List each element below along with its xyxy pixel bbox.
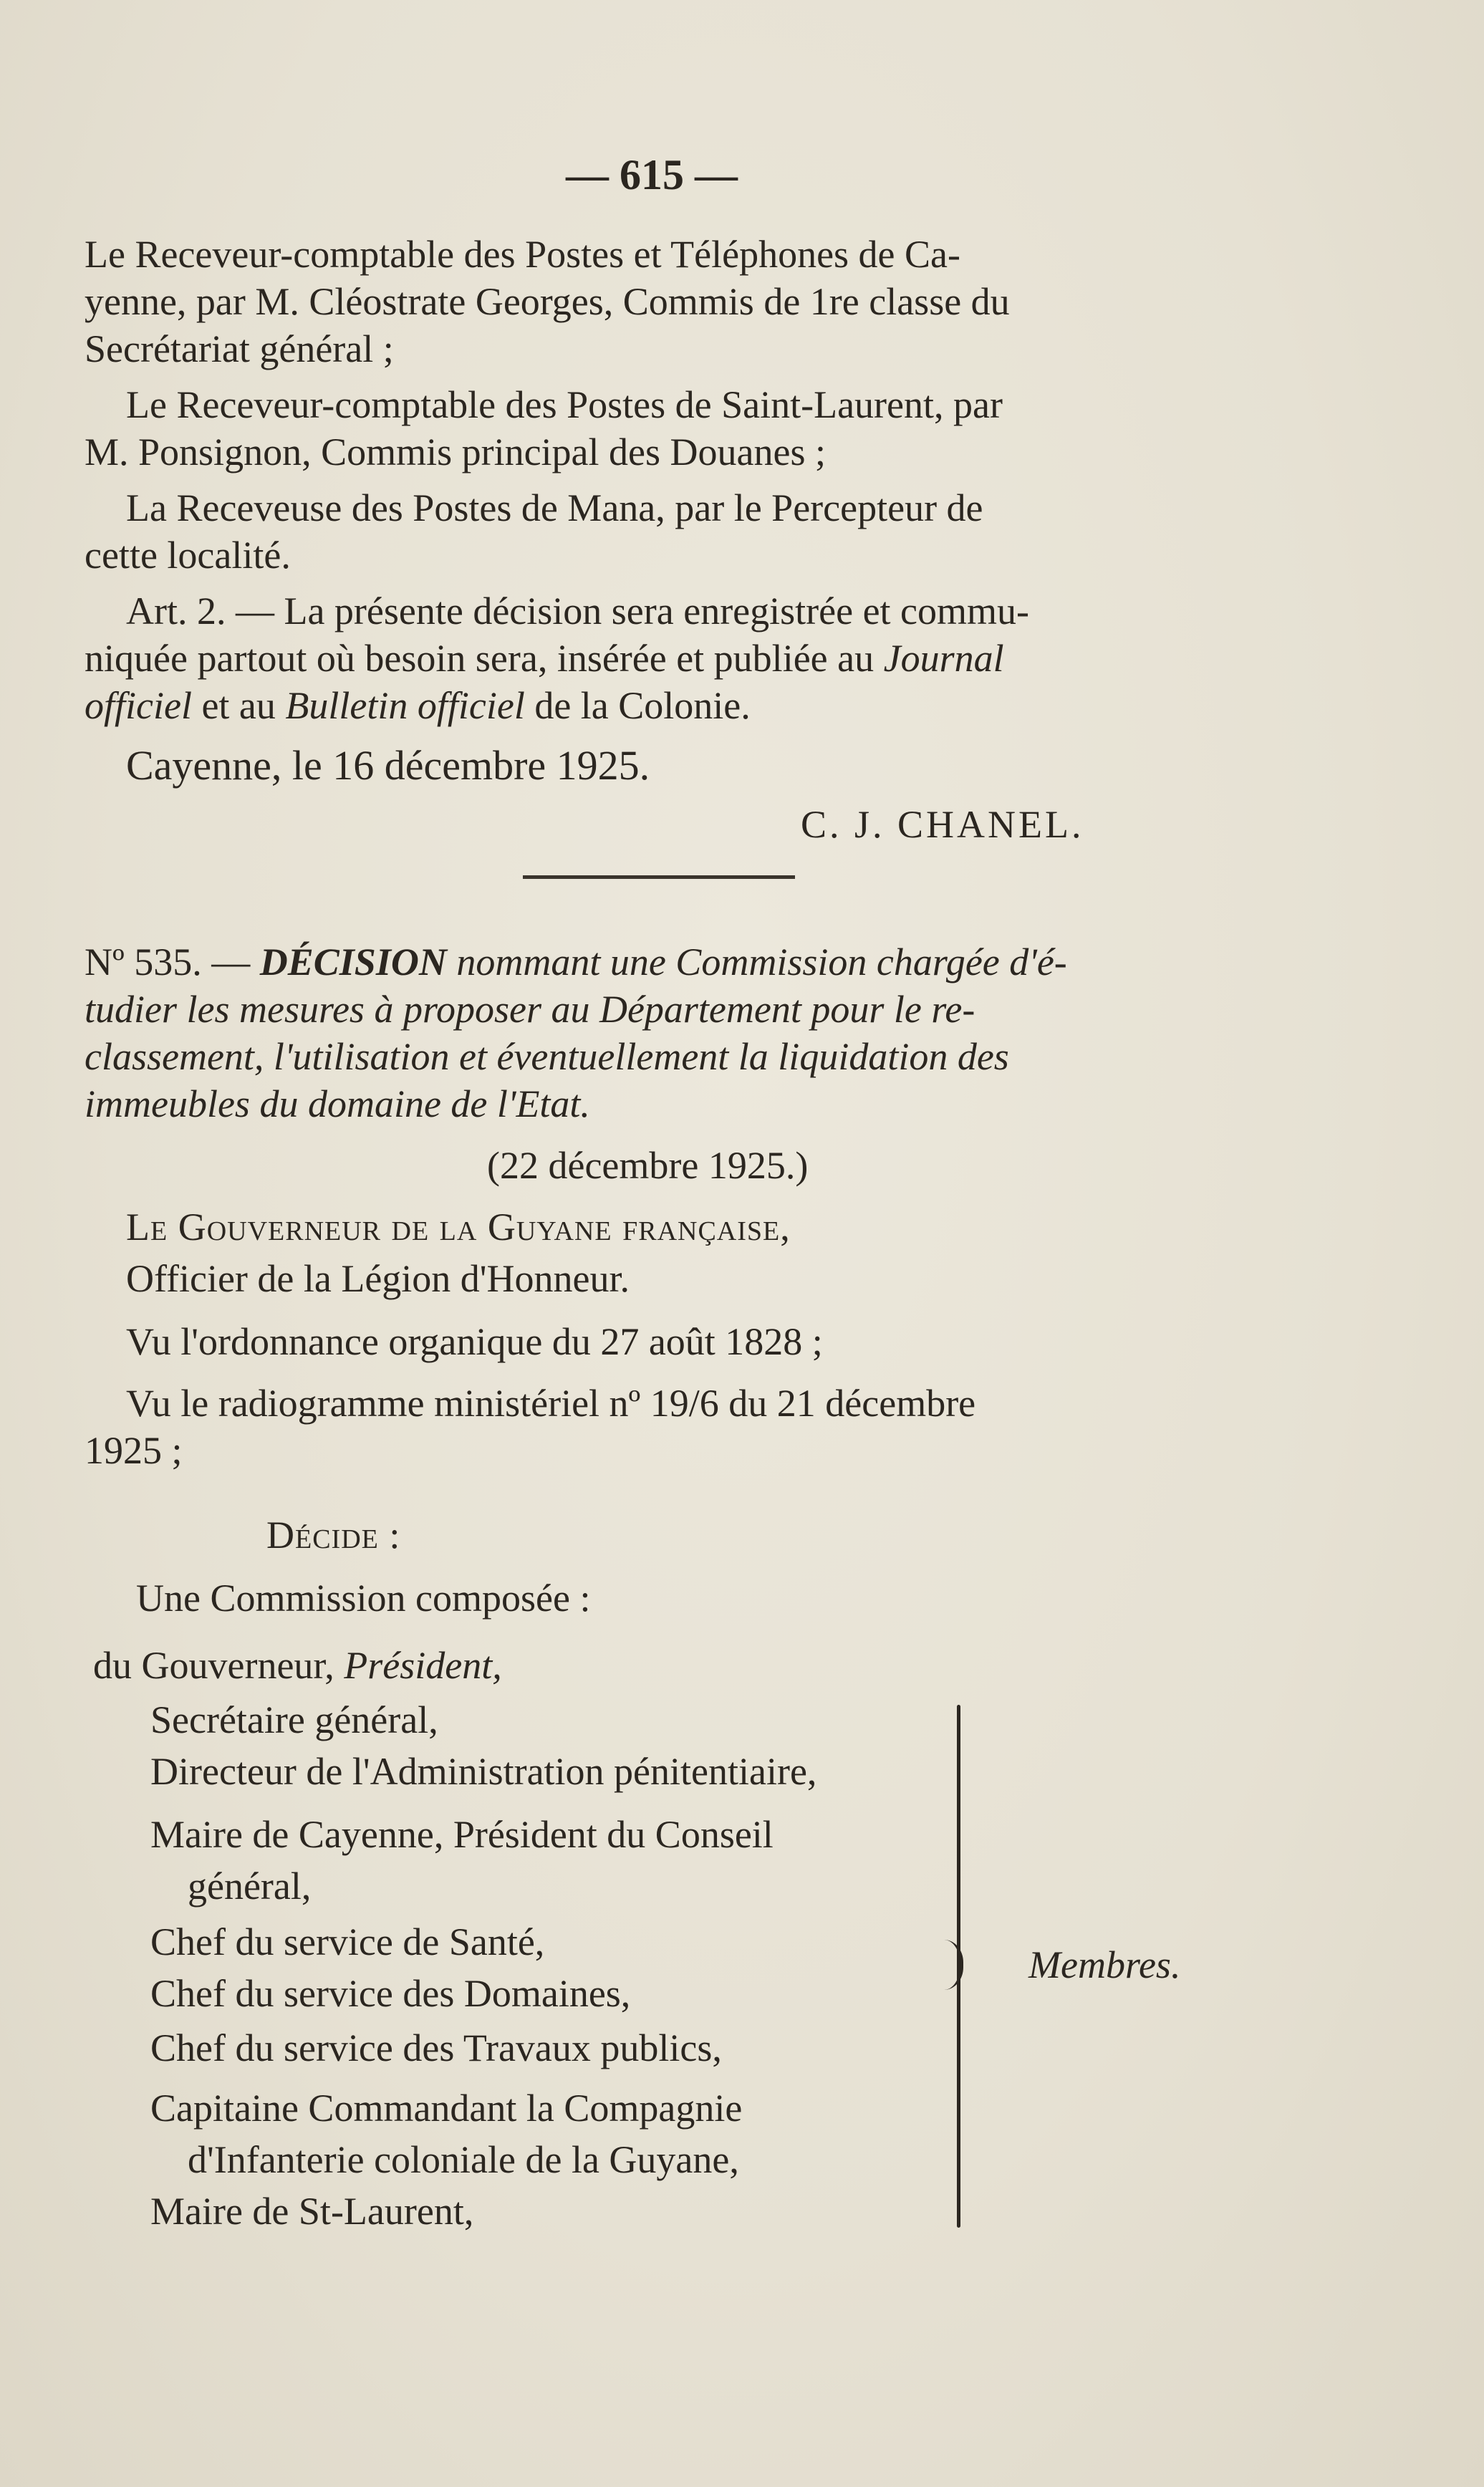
decision-date: (22 décembre 1925.) (487, 1144, 809, 1187)
decision-title-line: immeubles du domaine de l'Etat. (85, 1082, 590, 1125)
member-line: Maire de Cayenne, Président du Conseil (150, 1813, 774, 1856)
officer-line: Officier de la Légion d'Honneur. (126, 1257, 630, 1300)
decision-title: nommant une Commission chargée d'é- (446, 941, 1067, 983)
decide-heading: Décide : (266, 1514, 401, 1557)
president-line (93, 1642, 502, 1689)
member-line: Directeur de l'Administration pénitentiaire, (150, 1750, 817, 1793)
members-label: Membres. (1028, 1943, 1181, 1986)
text-line: yenne, par M. Cléostrate Georges, Commis de 1re classe du (85, 280, 1010, 323)
member-line: Capitaine Commandant la Compagnie (150, 2087, 743, 2130)
article-2-text: niquée partout où besoin sera, insérée et publiée au (85, 637, 884, 680)
bulletin-title: Bulletin officiel (285, 684, 525, 727)
signature: C. J. CHANEL. (801, 803, 1084, 846)
vu-line: Vu le radiogramme ministériel nº 19/6 du 21 décembre (126, 1382, 976, 1425)
text-line: Le Receveur-comptable des Postes et Téléphones de Ca- (85, 233, 960, 276)
article-2-text: et au (191, 684, 286, 727)
decision-title-line: tudier les mesures à proposer au Département pour le re- (85, 988, 975, 1031)
vu-line: 1925 ; (85, 1429, 183, 1472)
text-line: cette localité. (85, 534, 291, 577)
member-line: Secrétaire général, (150, 1698, 438, 1741)
article-2-text: de la Colonie. (524, 684, 751, 727)
text-line: Secrétariat général ; (85, 327, 394, 370)
commission-intro: Une Commission composée : (136, 1577, 591, 1620)
member-line: d'Infanterie coloniale de la Guyane, (188, 2138, 739, 2181)
text-line: M. Ponsignon, Commis principal des Douanes ; (85, 430, 826, 473)
governor-line: Le Gouverneur de la Guyane française, (126, 1206, 791, 1249)
article-2-line: Art. 2. — La présente décision sera enregistrée et commu- (126, 590, 1030, 632)
vu-line: Vu l'ordonnance organique du 27 août 1828 ; (126, 1320, 823, 1363)
decision-number: Nº 535. — (85, 941, 260, 983)
text-line: Le Receveur-comptable des Postes de Saint-Laurent, par (126, 383, 1003, 426)
journal-title: Journal (883, 637, 1004, 680)
president-holder: du Gouverneur, (93, 1644, 344, 1687)
member-line: Maire de St-Laurent, (150, 2190, 474, 2233)
section-divider (523, 875, 795, 879)
member-line: Chef du service de Santé, (150, 1920, 545, 1963)
decision-label: DÉCISION (259, 941, 447, 983)
page-number: — 615 — (566, 151, 738, 198)
member-line: général, (188, 1865, 312, 1908)
text-line: La Receveuse des Postes de Mana, par le Percepteur de (126, 486, 983, 529)
article-2-line (85, 682, 751, 729)
president-role: Président, (344, 1644, 502, 1687)
place-date: Cayenne, le 16 décembre 1925. (126, 742, 650, 789)
member-line: Chef du service des Travaux publics, (150, 2026, 722, 2069)
article-2-line (85, 635, 1004, 682)
journal-title-cont: officiel (85, 684, 192, 727)
decision-heading-line (85, 938, 1067, 986)
decision-title-line: classement, l'utilisation et éventuellement la liquidation des (85, 1035, 1009, 1078)
member-line: Chef du service des Domaines, (150, 1972, 631, 2015)
